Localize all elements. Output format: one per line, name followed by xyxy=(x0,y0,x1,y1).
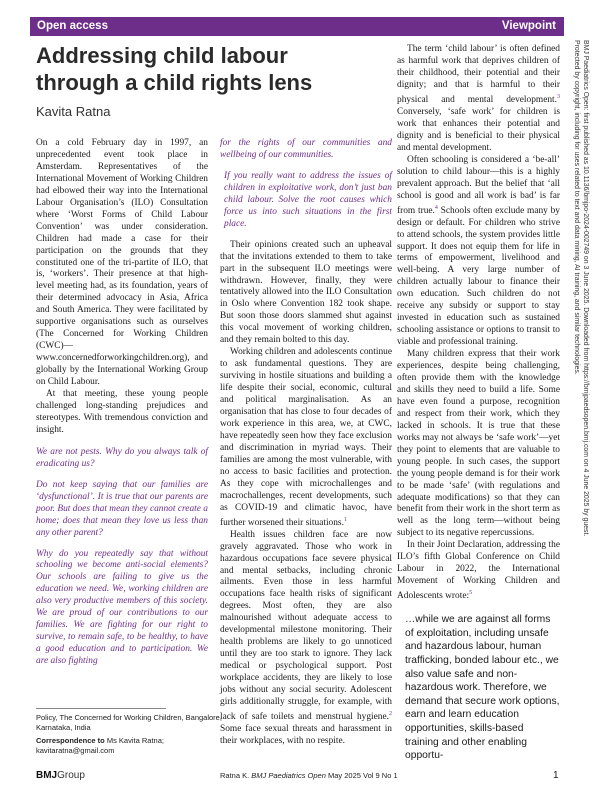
logo-group: Group xyxy=(57,770,85,781)
body-paragraph xyxy=(397,155,560,349)
reference-marker[interactable]: 5 xyxy=(469,590,473,597)
body-paragraph: On a cold February day in 1997, an unprecedented event took place in Amsterdam. Representatives of the International Movement of Working Children had elbowed their way into the International Labour Organisation’s (ILO) Consultation where ‘Worst Forms of Child Labour Convention’ was under consideration. Children had made a case for their participation on the grounds that they constituted one of the tri-partite of ILO, that is, ‘workers’. Their presence at that high-level meeting had, as its foundation, years of their determined advocacy in Asia, Africa and South America. They were facilitated by supportive organisations such as ourselves (The Concerned for Working Children (CWC)—www.concernedforworkingchildren.org), and globally by the International Working Group on Child Labour. xyxy=(36,138,208,388)
quote-paragraph: Why do you repeatedly say that without schooling we become anti-social elements? Our schools are failing to give us the education we need. We, working children are also very productive members of this society. We are proud of our contributions to our families. We are fighting for our right to survive, to remain safe, to be healthy, to have a good education and to participation. We are also fighting xyxy=(36,548,208,667)
body-paragraph xyxy=(220,530,392,748)
article-type-label: Viewpoint xyxy=(501,20,556,32)
copyright-sidebar xyxy=(572,40,590,730)
logo-bmj: BMJ xyxy=(36,770,58,781)
body-paragraph xyxy=(397,44,560,155)
reference-marker[interactable]: 4 xyxy=(434,204,438,211)
reference-marker[interactable]: 1 xyxy=(343,516,347,523)
paragraph-text: Some face sexual threats and harassment in their workplaces, with no respite. xyxy=(220,724,392,746)
article-title: Addressing child labour through a child rights lens xyxy=(36,43,313,95)
paragraph-text: Conversely, ‘safe work’ for children is work that enhances their potential and dignity and is beneficial to their physical and mental development. xyxy=(397,106,560,153)
paragraph-text: The term ‘child labour’ is often defined as harmful work that deprives children of their childhood, their potential and their dignity; and that is harmful to their physical and mental development. xyxy=(397,44,560,105)
citation-journal: BMJ Paediatrics Open xyxy=(251,771,326,780)
paragraph-text: Schools often exclude many by design or default. For children who strive to attend schools, the system provides little support. It does not equip them for life in terms of empowerment, livelihood and well-being. A very large number of children actually labour to finance their own education. Such children do not receive any subsidy or support to stay invested in education such as sustained schooling assistance or options to transit to viable and professional training. xyxy=(397,205,560,348)
children-quotes xyxy=(36,447,208,668)
reference-marker[interactable]: 2 xyxy=(389,710,392,717)
reference-marker[interactable]: 3 xyxy=(557,93,560,100)
paragraph-text: In their Joint Declaration, addressing the ILO’s fifth Global Conference on Child Labour in 2022, the International Movement of Working Children and Adolescents wrote: xyxy=(397,540,560,602)
quote-paragraph: for the rights of our communities and wellbeing of our communities. xyxy=(220,138,392,160)
open-access-label: Open access xyxy=(37,20,108,32)
paragraph-text: Health issues children face are now gravely aggravated. Those who work in hazardous occupations face severe physical and mental setbacks, including chronic ailments. Even those in less harmful occupations face health risks of significant degrees. Most often, they are also malnourished without adequate access to developmental milestone monitoring. Their health problems are likely to go unnoticed until they are too stark to ignore. They lack medical or psychological support. Post workplace accidents, they are likely to lose jobs without any social security. Adolescent girls additionally struggle, for example, with lack of safe toilets and menstrual hygiene. xyxy=(220,529,392,723)
citation-line xyxy=(220,771,398,780)
children-quotes-continued xyxy=(220,138,392,231)
body-paragraph xyxy=(397,540,560,603)
sidebar-line[interactable]: BMJ Paediatrics Open: first published as 10.1136/bmjpo-2024-002749 on 3 June 2025. Downloaded from https://bmjpaedsopen.bmj.com on 4 June 2025 by guest. xyxy=(582,40,589,537)
quote-paragraph: We are not pests. Why do you always talk of eradicating us? xyxy=(36,446,208,469)
citation-author: Ratna K. xyxy=(220,771,252,780)
section-header-bar xyxy=(30,17,564,36)
author-affiliation: Policy, The Concerned for Working Children, Bangalore, Karnataka, India xyxy=(36,713,222,732)
correspondence-text[interactable]: Ms Kavita Ratna; kavitaratna@gmail.com xyxy=(36,736,164,755)
author-name: Kavita Ratna xyxy=(36,104,111,119)
correspondence xyxy=(36,736,226,755)
footnote-divider xyxy=(36,708,166,709)
block-quote: …while we are against all forms of exploitation, including unsafe and hazardous labour, human trafficking, bonded labour etc., we also value safe and non-hazardous work. Therefore, we demand that secure work options, earn and learn education opportunities, skills-based training and other enabling opportu- xyxy=(405,614,560,762)
correspondence-label: Correspondence to xyxy=(36,736,105,746)
column-1 xyxy=(36,138,208,677)
paragraph-text: Often schooling is considered a ‘be-all’ solution to child labour—this is a highly prevalent approach. But the belief that ‘all school is good and all work is bad’ is far from true. xyxy=(397,154,560,216)
body-paragraph: At that meeting, these young people challenged long-standing prejudices and stereotypes. With tremendous conviction and insight. xyxy=(36,389,208,435)
footnote xyxy=(36,713,226,755)
citation-issue: May 2025 Vol 9 No 1 xyxy=(325,771,398,780)
column-3 xyxy=(397,44,560,763)
quote-paragraph: If you really want to address the issues of children in exploitative work, don’t just ban child labour. Solve the root causes which force us into such situations in the first place. xyxy=(224,170,392,229)
bmj-group-logo xyxy=(36,770,85,781)
body-paragraph xyxy=(220,347,392,529)
page-number: 1 xyxy=(553,770,559,781)
quote-paragraph: Do not keep saying that our families are ‘dysfunctional’. It is true that our parents are poor. But does that mean they cannot create a home; does that mean they love us less than any other parent? xyxy=(36,479,208,538)
column-2 xyxy=(220,138,392,748)
paragraph-text: Working children and adolescents continue to ask fundamental questions. They are surviving in hostile situations and building a life despite their social, economic, cultural and political marginalisation. As an organisation that has close to four decades of work experience in this area, we, at CWC, have repeatedly seen how they face exclusion and discrimination in myriad ways. Their families are among the most vulnerable, with no access to basic facilities and protection. As they cope with microchallenges and macrochallenges, recent developments, such as COVID-19 and climatic havoc, have further worsened their situations. xyxy=(220,347,392,528)
sidebar-line: Protected by copyright, including for uses related to text and data mining, AI training, and similar technologies. xyxy=(573,40,580,375)
body-paragraph: Their opinions created such an upheaval that the invitations extended to them to take part in the subsequent ILO meetings were withdrawn. However, finally, they were tentatively allowed into the ILO Consultation in Oslo where Convention 182 took shape. But soon those doors slammed shut against this vocal movement of working children, and they remain bolted to this day. xyxy=(220,239,392,346)
body-paragraph: Many children express that their work experiences, despite being challenging, often provide them with the knowledge and skills they need to build a life. Some have even found a purpose, recognition and respect from their work, which they lacked in schools. It is true that these works may not always be ‘safe work’—yet they point to elements that are valuable to young people. In such cases, the support the young people demand is for their work to be made ‘safe’ (with regulations and adequate modifications) so that they can benefit from their work in the short term as well as the long term—without being subject to its negative repercussions. xyxy=(397,349,560,539)
